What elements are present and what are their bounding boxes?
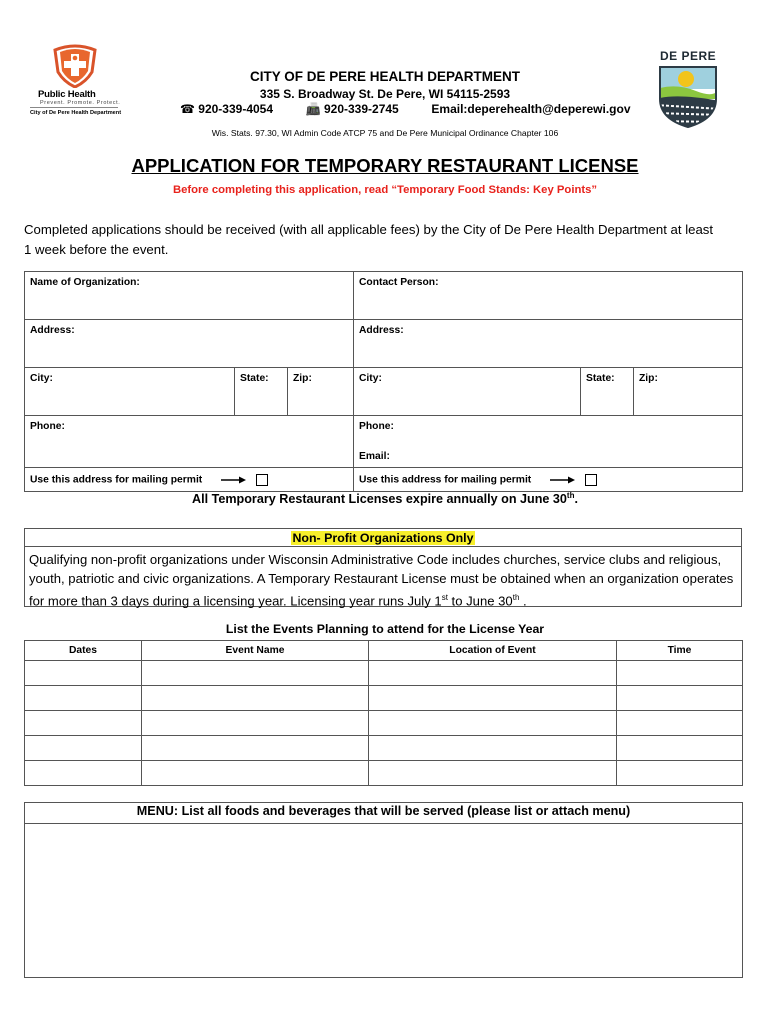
- mailing-checkbox-right[interactable]: [585, 474, 597, 486]
- mailing-permit-label-left: Use this address for mailing permit: [30, 474, 203, 486]
- contact-person-field[interactable]: [354, 272, 743, 320]
- menu-section: [24, 802, 743, 978]
- logo-divider: [30, 107, 118, 108]
- contact-zip-label: Zip:: [639, 373, 658, 384]
- public-health-wordmark: Public Health: [38, 89, 96, 100]
- organization-address-field[interactable]: [25, 320, 354, 368]
- menu-entry-area[interactable]: [25, 824, 742, 977]
- column-header-dates: Dates: [25, 641, 142, 661]
- events-table: [24, 640, 743, 786]
- nonprofit-body-a: Qualifying non-profit organizations under Wisconsin Administrative Code includes churches, service clubs and religious, youth, patriotic and civic organizations. A Temporary Restaurant License must be obtained when an organization operates for more than 3 days during a licensing year. Licensing year runs July 1: [29, 552, 734, 609]
- mailing-permit-label-right: Use this address for mailing permit: [359, 474, 532, 486]
- contact-address-field[interactable]: [354, 320, 743, 368]
- event-name-cell[interactable]: [142, 686, 369, 711]
- organization-city-label: City:: [30, 373, 53, 384]
- time-cell[interactable]: [617, 736, 743, 761]
- table-row: [25, 686, 743, 711]
- nonprofit-header: [25, 529, 741, 547]
- table-row: [25, 736, 743, 761]
- column-header-time: Time: [617, 641, 743, 661]
- contact-phone-email-field[interactable]: [354, 416, 743, 468]
- event-name-cell[interactable]: [142, 736, 369, 761]
- time-cell[interactable]: [617, 761, 743, 786]
- expiration-text: All Temporary Restaurant Licenses expire annually on June 30: [192, 492, 567, 507]
- expiration-end: .: [574, 492, 578, 507]
- contact-city-field[interactable]: [354, 368, 581, 416]
- intro-paragraph: Completed applications should be received (with all applicable fees) by the City of De Pere Health Department at least 1 week before the event.: [24, 222, 714, 257]
- email-address: Email:deperehealth@deperewi.gov: [431, 102, 631, 116]
- dates-cell[interactable]: [25, 736, 142, 761]
- department-address: 335 S. Broadway St. De Pere, WI 54115-2593: [259, 87, 511, 101]
- arrow-right-icon: [550, 476, 576, 484]
- fax-number: 📠 920-339-2745: [305, 102, 399, 116]
- organization-mailing-option: [25, 468, 354, 492]
- public-health-tagline: Prevent. Promote. Protect.: [40, 100, 121, 106]
- column-header-event-name: Event Name: [142, 641, 369, 661]
- contact-state-label: State:: [586, 373, 615, 384]
- nonprofit-heading: Non- Profit Organizations Only: [292, 531, 474, 545]
- location-cell[interactable]: [369, 686, 617, 711]
- table-row: [25, 761, 743, 786]
- contact-city-label: City:: [359, 373, 382, 384]
- location-cell[interactable]: [369, 736, 617, 761]
- expiration-sup: th: [566, 491, 575, 500]
- license-expiration-note: [0, 491, 770, 506]
- phone-number: ☎ 920-339-4054: [180, 102, 274, 116]
- organization-phone-field[interactable]: [25, 416, 354, 468]
- time-cell[interactable]: [617, 711, 743, 736]
- organization-zip-label: Zip:: [293, 373, 312, 384]
- location-cell[interactable]: [369, 661, 617, 686]
- contact-phone-label: Phone:: [359, 421, 394, 432]
- nonprofit-text: [29, 550, 737, 610]
- mailing-checkbox-left[interactable]: [256, 474, 268, 486]
- organization-zip-field[interactable]: [288, 368, 354, 416]
- nonprofit-section: [24, 528, 742, 607]
- contact-person-label: Contact Person:: [359, 277, 439, 288]
- dates-cell[interactable]: [25, 686, 142, 711]
- location-cell[interactable]: [369, 761, 617, 786]
- contact-mailing-option: [354, 468, 743, 492]
- organization-address-label: Address:: [30, 325, 75, 336]
- dates-cell[interactable]: [25, 711, 142, 736]
- statutes-line: Wis. Stats. 97.30, WI Admin Code ATCP 75 and De Pere Municipal Ordinance Chapter 106: [211, 128, 559, 138]
- de-pere-wordmark: DE PERE: [660, 49, 717, 63]
- applicant-info-table: [24, 271, 743, 492]
- events-section-title: List the Events Planning to attend for the License Year: [225, 622, 545, 636]
- organization-city-field[interactable]: [25, 368, 235, 416]
- time-cell[interactable]: [617, 661, 743, 686]
- contact-email-label: Email:: [359, 451, 390, 462]
- key-points-note: Before completing this application, read “Temporary Food Stands: Key Points”: [172, 184, 598, 196]
- location-cell[interactable]: [369, 711, 617, 736]
- event-name-cell[interactable]: [142, 661, 369, 686]
- contact-line: [180, 102, 631, 116]
- table-row: [25, 711, 743, 736]
- contact-state-field[interactable]: [581, 368, 634, 416]
- nonprofit-body-b: to June 30: [447, 593, 513, 609]
- organization-name-field[interactable]: [25, 272, 354, 320]
- arrow-right-icon: [221, 476, 247, 484]
- department-name: CITY OF DE PERE HEALTH DEPARTMENT: [249, 69, 520, 84]
- contact-address-label: Address:: [359, 325, 404, 336]
- public-health-dept-name: City of De Pere Health Department: [30, 110, 122, 116]
- nonprofit-sup2: th: [512, 593, 520, 602]
- page-title: APPLICATION FOR TEMPORARY RESTAURANT LICENSE: [131, 155, 639, 176]
- organization-state-field[interactable]: [235, 368, 288, 416]
- nonprofit-body-c: .: [519, 593, 527, 609]
- table-row: [25, 661, 743, 686]
- column-header-location: Location of Event: [369, 641, 617, 661]
- organization-state-label: State:: [240, 373, 269, 384]
- nonprofit-sup1: st: [441, 593, 448, 602]
- event-name-cell[interactable]: [142, 761, 369, 786]
- time-cell[interactable]: [617, 686, 743, 711]
- organization-name-label: Name of Organization:: [30, 277, 140, 288]
- menu-title: MENU: List all foods and beverages that will be served (please list or attach menu): [136, 804, 631, 818]
- contact-zip-field[interactable]: [634, 368, 743, 416]
- dates-cell[interactable]: [25, 661, 142, 686]
- event-name-cell[interactable]: [142, 711, 369, 736]
- organization-phone-label: Phone:: [30, 421, 65, 432]
- dates-cell[interactable]: [25, 761, 142, 786]
